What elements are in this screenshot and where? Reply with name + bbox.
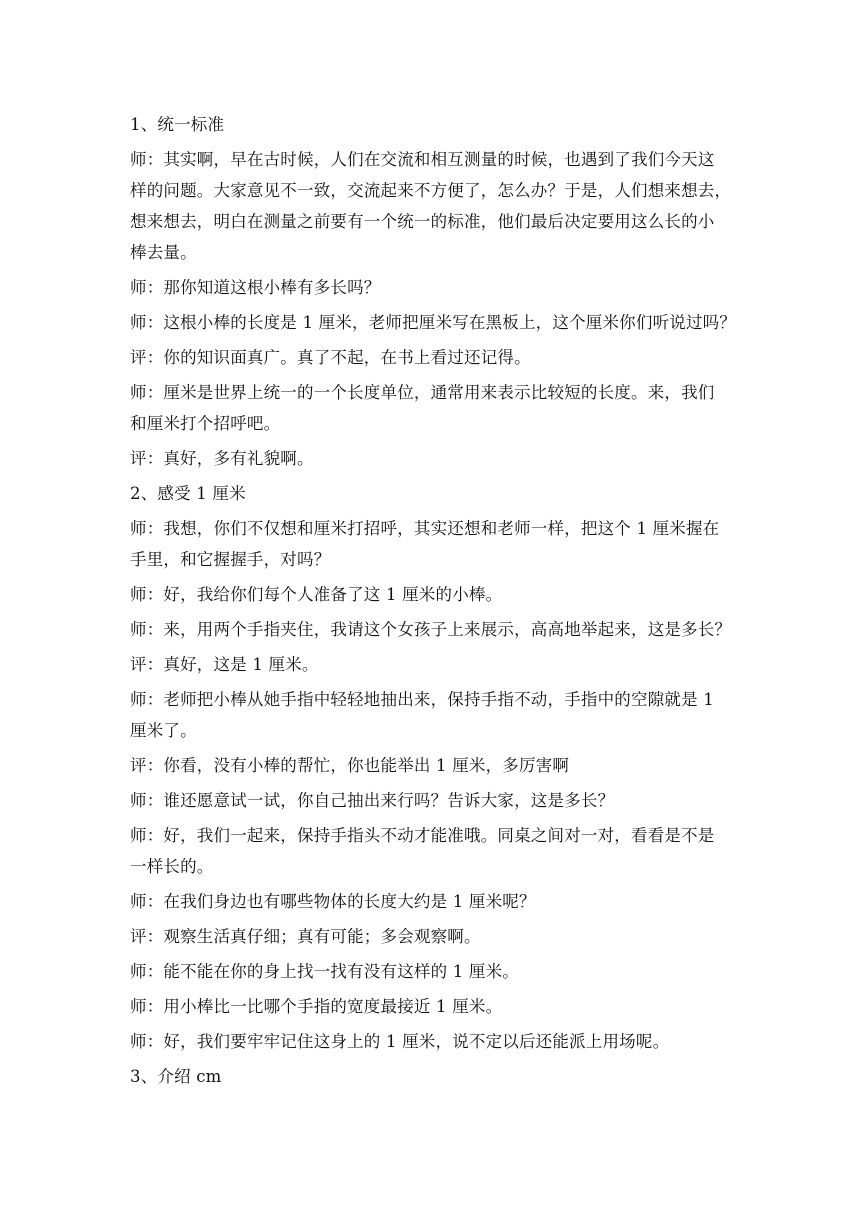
text-line: 师：这根小棒的长度是 1 厘米，老师把厘米写在黑板上，这个厘米你们听说过吗？ xyxy=(130,313,737,332)
document-body xyxy=(130,109,737,1096)
section-heading xyxy=(130,1061,730,1092)
text-line: 评：真好，多有礼貌啊。 xyxy=(130,449,314,468)
paragraph xyxy=(130,377,730,439)
paragraph xyxy=(130,820,730,882)
text-line: 评：观察生活真仔细；真有可能；多会观察啊。 xyxy=(130,927,481,946)
text-line: 师：能不能在你的身上找一找有没有这样的 1 厘米。 xyxy=(130,962,519,981)
paragraph xyxy=(130,921,730,952)
text-line: 一样长的。 xyxy=(130,857,214,876)
text-line: 评：真好，这是 1 厘米。 xyxy=(130,655,319,674)
text-line: 和厘米打个招呼吧。 xyxy=(130,414,281,433)
section-heading xyxy=(130,478,730,509)
text-line: 2、感受 1 厘米 xyxy=(130,484,246,503)
text-line: 手里，和它握握手，对吗？ xyxy=(130,550,331,569)
text-line: 样的问题。大家意见不一致，交流起来不方便了，怎么办？于是，人们想来想去， xyxy=(130,181,732,200)
section-heading xyxy=(130,109,730,140)
text-line: 师：厘米是世界上统一的一个长度单位，通常用来表示比较短的长度。来，我们 xyxy=(130,383,715,402)
text-line: 师：好，我们要牢牢记住这身上的 1 厘米，说不定以后还能派上用场呢。 xyxy=(130,1032,670,1051)
text-line: 评：你看，没有小棒的帮忙，你也能举出 1 厘米，多厉害啊 xyxy=(130,756,570,775)
text-line: 评：你的知识面真广。真了不起，在书上看过还记得。 xyxy=(130,348,531,367)
text-line: 师：老师把小棒从她手指中轻轻地抽出来，保持手指不动，手指中的空隙就是 1 xyxy=(130,690,714,709)
paragraph xyxy=(130,614,730,645)
paragraph xyxy=(130,991,730,1022)
paragraph xyxy=(130,1026,730,1057)
paragraph xyxy=(130,956,730,987)
text-line: 师：谁还愿意试一试，你自己抽出来行吗？告诉大家，这是多长？ xyxy=(130,791,615,810)
paragraph xyxy=(130,342,730,373)
paragraph xyxy=(130,443,730,474)
paragraph xyxy=(130,579,730,610)
text-line: 师：好，我们一起来，保持手指头不动才能准哦。同桌之间对一对，看看是不是 xyxy=(130,826,715,845)
paragraph xyxy=(130,272,730,303)
paragraph xyxy=(130,513,730,575)
text-line: 师：那你知道这根小棒有多长吗？ xyxy=(130,278,381,297)
text-line: 师：其实啊，早在古时候，人们在交流和相互测量的时候，也遇到了我们今天这 xyxy=(130,150,715,169)
text-line: 棒去量。 xyxy=(130,243,197,262)
text-line: 师：在我们身边也有哪些物体的长度大约是 1 厘米呢？ xyxy=(130,892,536,911)
text-line: 师：我想，你们不仅想和厘米打招呼，其实还想和老师一样，把这个 1 厘米握在 xyxy=(130,519,720,538)
paragraph xyxy=(130,684,730,746)
text-line: 3、介绍 cm xyxy=(130,1067,222,1086)
text-line: 师：用小棒比一比哪个手指的宽度最接近 1 厘米。 xyxy=(130,997,503,1016)
text-line: 想来想去，明白在测量之前要有一个统一的标准，他们最后决定要用这么长的小 xyxy=(130,212,715,231)
paragraph xyxy=(130,649,730,680)
paragraph xyxy=(130,785,730,816)
text-line: 师：来，用两个手指夹住，我请这个女孩子上来展示，高高地举起来，这是多长？ xyxy=(130,620,732,639)
paragraph xyxy=(130,307,737,338)
paragraph xyxy=(130,750,730,781)
paragraph xyxy=(130,886,730,917)
text-line: 师：好，我给你们每个人准备了这 1 厘米的小棒。 xyxy=(130,585,503,604)
paragraph xyxy=(130,144,730,268)
text-line: 1、统一标准 xyxy=(130,115,225,134)
text-line: 厘米了。 xyxy=(130,721,197,740)
